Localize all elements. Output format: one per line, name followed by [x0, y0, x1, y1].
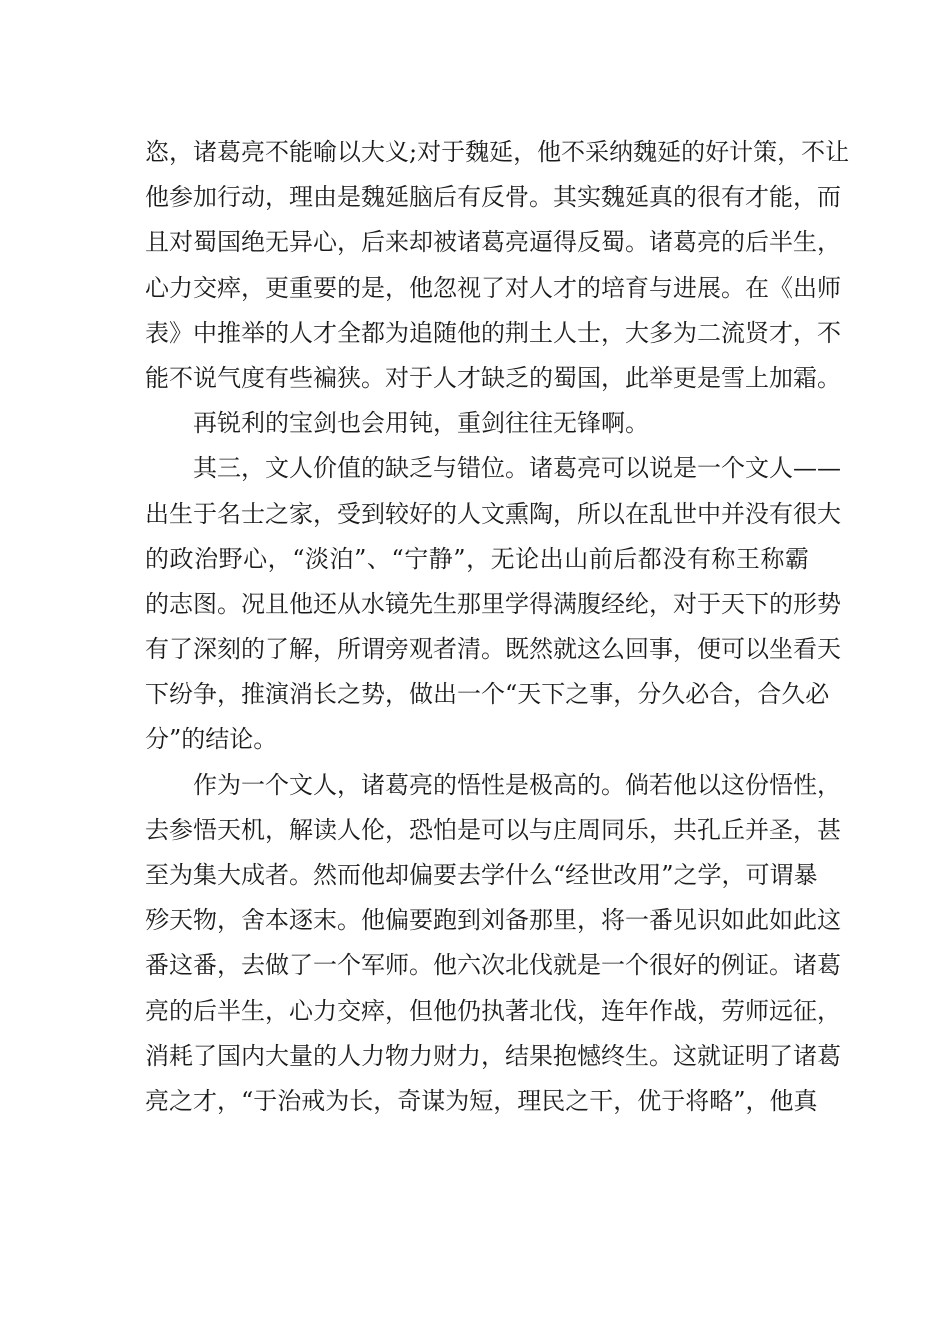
paragraph-3-line-4: 的志图。况且他还从水镜先生那里学得满腹经纶，对于天下的形势 [145, 589, 841, 618]
paragraph-4-line-5: 番这番，去做了一个军师。他六次北伐就是一个很好的例证。诸葛 [145, 951, 841, 980]
paragraph-4-line-7: 消耗了国内大量的人力物力财力，结果抱憾终生。这就证明了诸葛 [145, 1041, 841, 1070]
paragraph-1-line-1: 恣，诸葛亮不能喻以大义;对于魏延，他不采纳魏延的好计策，不让 [145, 138, 850, 166]
paragraph-4-line-6: 亮的后半生，心力交瘁，但他仍执著北伐，连年作战，劳师远征， [145, 996, 841, 1025]
paragraph-3-line-2: 出生于名士之家，受到较好的人文熏陶，所以在乱世中并没有很大 [145, 499, 841, 528]
paragraph-4-line-3: 至为集大成者。然而他却偏要去学什么“经世改用”之学，可谓暴 [145, 861, 818, 889]
paragraph-4-line-4: 殄天物，舍本逐末。他偏要跑到刘备那里，将一番见识如此如此这 [145, 906, 841, 935]
paragraph-3-line-6: 下纷争，推演消长之势，做出一个“天下之事，分久必合，合久必 [145, 680, 830, 709]
paragraph-1-line-4: 心力交瘁，更重要的是，他忽视了对人才的培育与进展。在《出师 [145, 273, 841, 302]
paragraph-4-line-2: 去参悟天机，解读人伦，恐怕是可以与庄周同乐，共孔丘并圣，甚 [145, 815, 841, 844]
paragraph-3-line-5: 有了深刻的了解，所谓旁观者清。既然就这么回事，便可以坐看天 [145, 635, 841, 664]
paragraph-3-line-1: 其三，文人价值的缺乏与错位。诸葛亮可以说是一个文人—— [193, 454, 841, 483]
paragraph-1-line-5: 表》中推举的人才全都为追随他的荆土人士，大多为二流贤才，不 [145, 318, 841, 347]
document-body [145, 130, 850, 1124]
paragraph-4-line-8: 亮之才，“于治戒为长，奇谋为短，理民之干，优于将略”，他真 [145, 1086, 818, 1115]
paragraph-2-line-1: 再锐利的宝剑也会用钝，重剑往往无锋啊。 [193, 409, 649, 438]
paragraph-1-line-3: 且对蜀国绝无异心，后来却被诸葛亮逼得反蜀。诸葛亮的后半生， [145, 228, 841, 257]
paragraph-3-line-3: 的政治野心，“淡泊”、“宁静”，无论出山前后都没有称王称霸 [145, 544, 809, 573]
paragraph-3-line-7: 分”的结论。 [145, 725, 278, 754]
paragraph-1-line-6: 能不说气度有些褊狭。对于人才缺乏的蜀国，此举更是雪上加霜。 [145, 363, 841, 392]
paragraph-4-line-1: 作为一个文人，诸葛亮的悟性是极高的。倘若他以这份悟性， [193, 770, 841, 799]
paragraph-1-line-2: 他参加行动，理由是魏延脑后有反骨。其实魏延真的很有才能，而 [145, 183, 841, 212]
